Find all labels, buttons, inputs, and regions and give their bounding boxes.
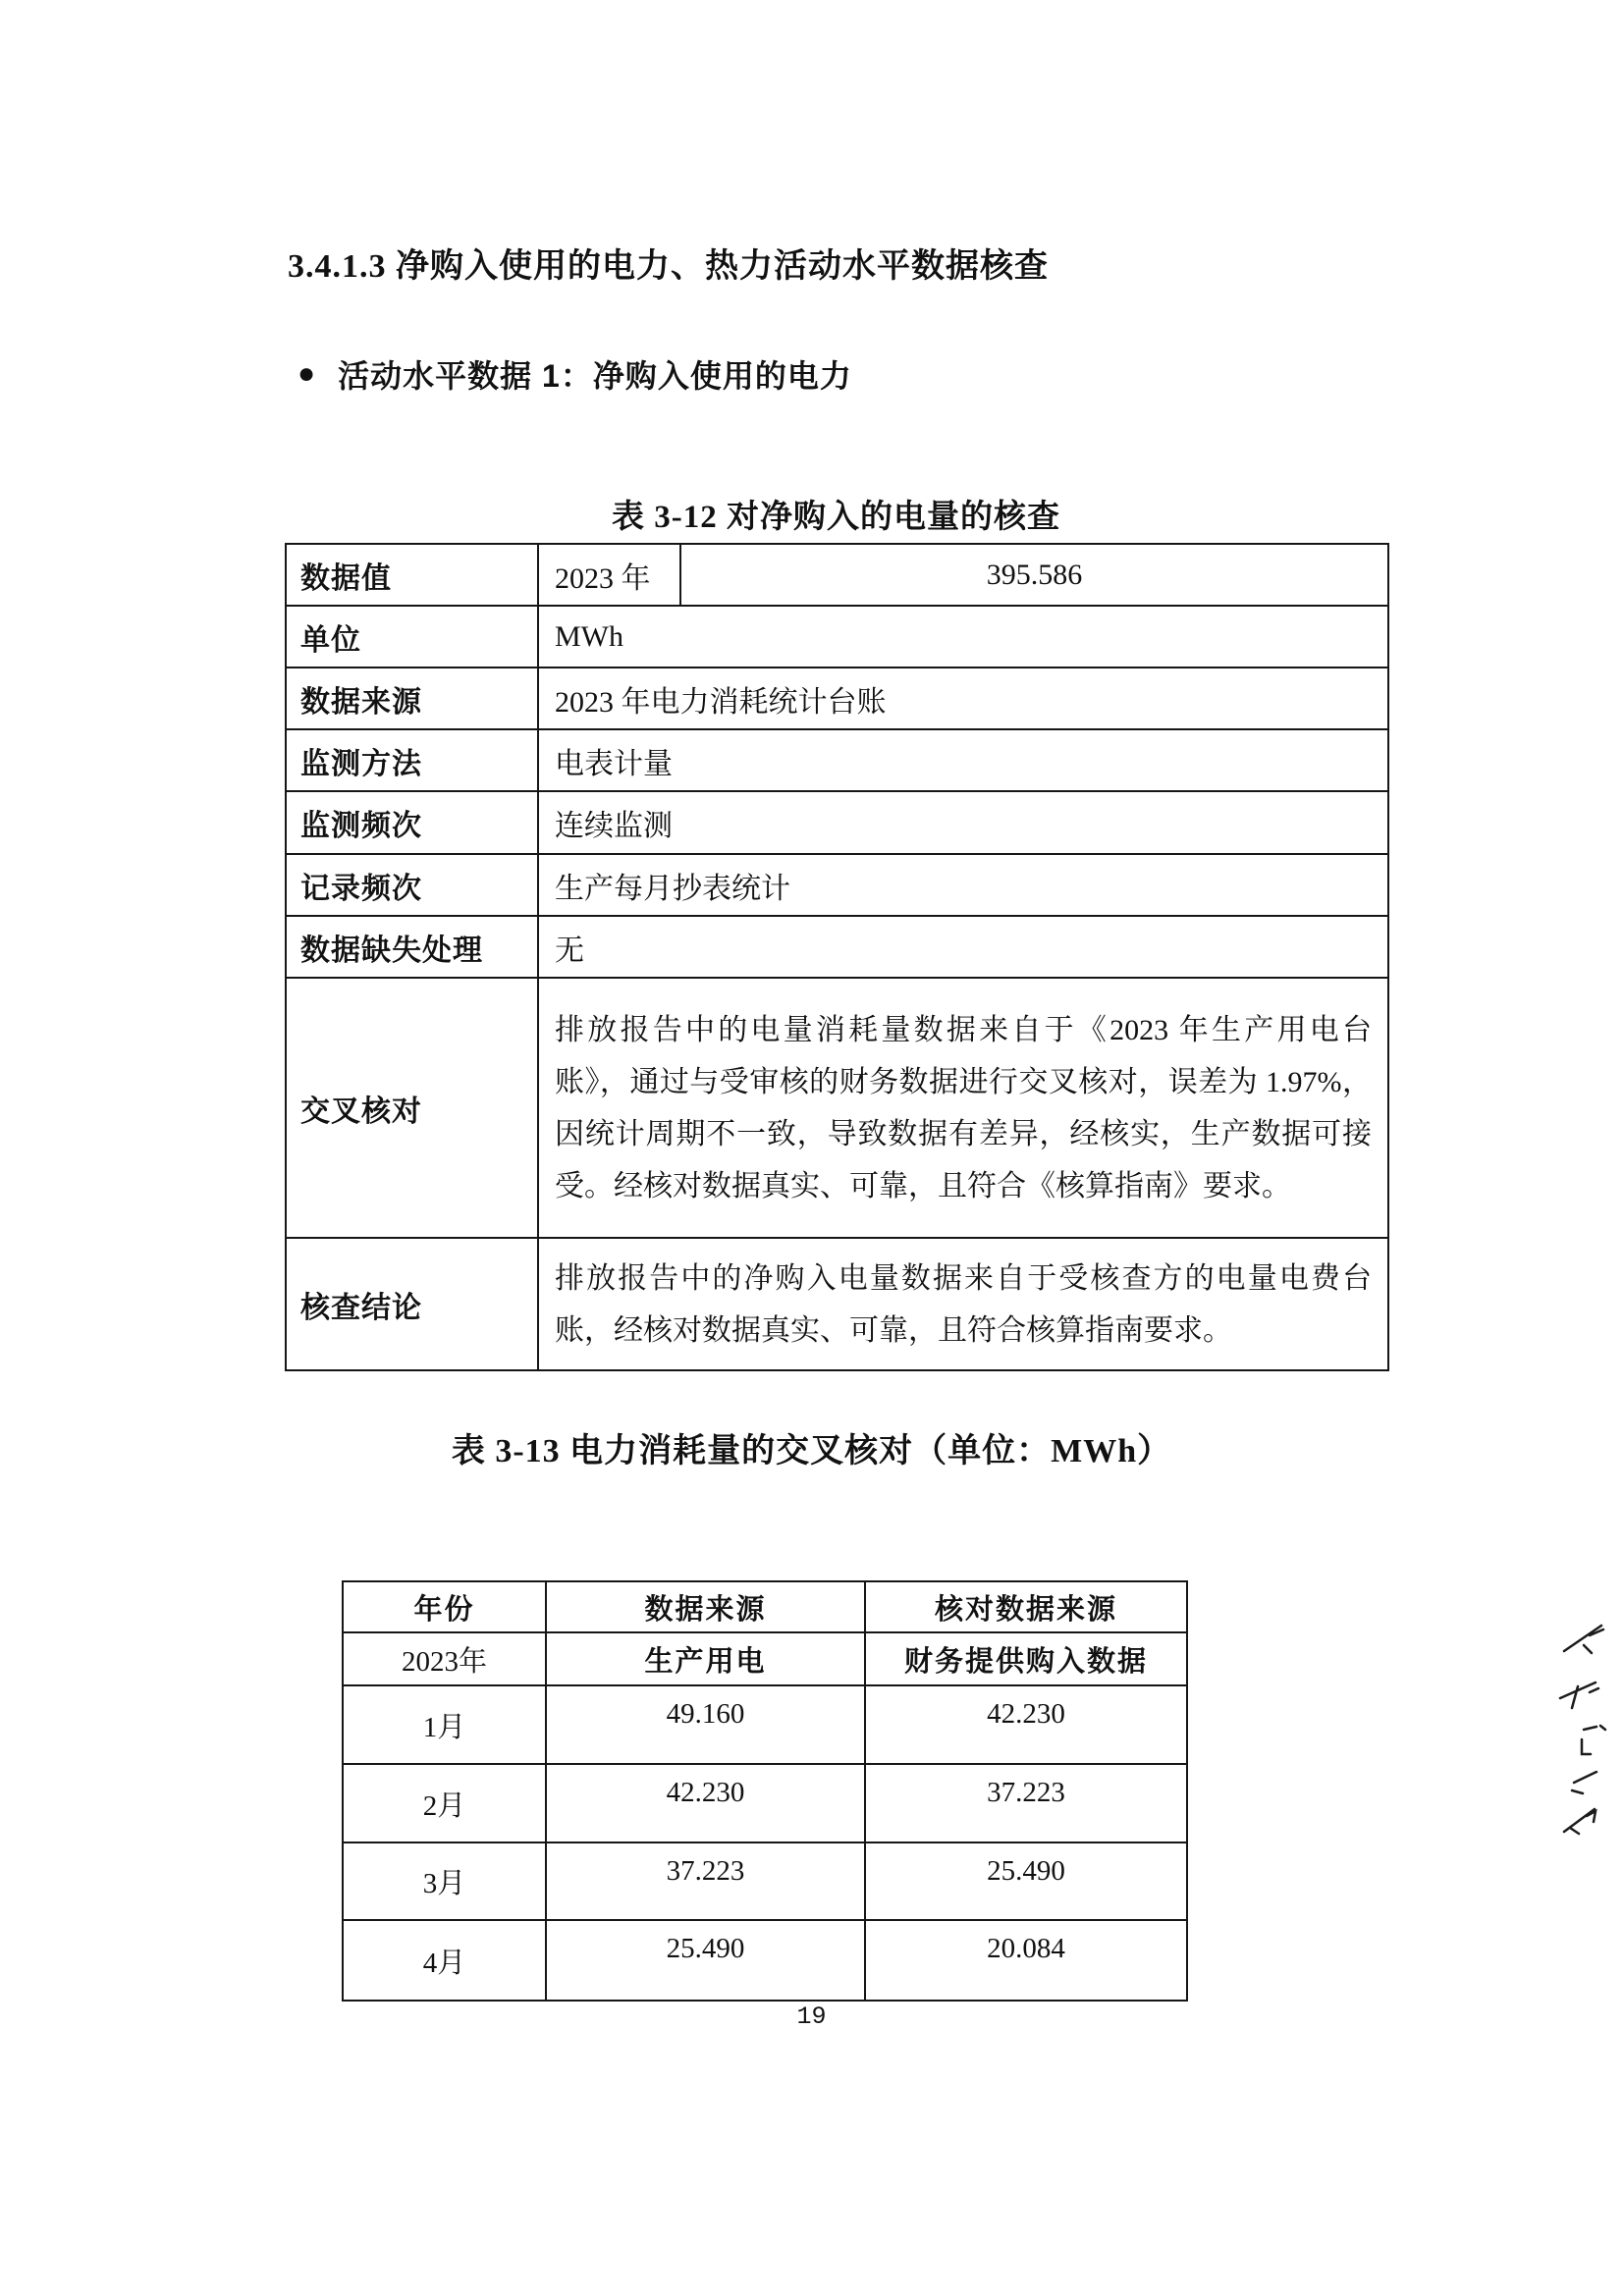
month-cell: 2月 (343, 1764, 546, 1842)
table-3-13 (342, 1580, 1188, 2002)
month-cell: 4月 (343, 1920, 546, 2001)
subheader-year: 2023年 (343, 1632, 546, 1685)
table-row (286, 978, 1388, 1238)
table-row (343, 1764, 1187, 1842)
table-row (343, 1920, 1187, 2001)
subheader-check: 财务提供购入数据 (865, 1632, 1187, 1685)
row-value: 排放报告中的净购入电量数据来自于受核查方的电量电费台账，经核对数据真实、可靠，且符合核算指南要求。 (538, 1238, 1388, 1370)
table-row (286, 1238, 1388, 1370)
margin-handwriting-marks (1556, 1622, 1623, 1857)
table-3-12 (285, 543, 1389, 1371)
bullet-list-item (298, 351, 852, 397)
row-label: 单位 (286, 606, 538, 667)
row-label: 核查结论 (286, 1238, 538, 1370)
column-header: 数据来源 (546, 1581, 865, 1632)
row-label: 数据值 (286, 544, 538, 606)
table-row (286, 606, 1388, 667)
row-label: 监测方法 (286, 729, 538, 791)
table-subheader-row (343, 1632, 1187, 1685)
table-row (343, 1685, 1187, 1764)
row-value: 2023 年电力消耗统计台账 (538, 667, 1388, 729)
table-3-13-title: 表 3-13 电力消耗量的交叉核对（单位：MWh） (451, 1433, 1172, 1469)
row-label: 监测频次 (286, 791, 538, 854)
row-value: 连续监测 (538, 791, 1388, 854)
month-cell: 3月 (343, 1842, 546, 1920)
table-row (286, 667, 1388, 729)
column-header: 年份 (343, 1581, 546, 1632)
row-value: 生产每月抄表统计 (538, 854, 1388, 916)
check-value: 42.230 (865, 1685, 1187, 1764)
source-value: 49.160 (546, 1685, 865, 1764)
bullet-item-label: 活动水平数据 1：净购入使用的电力 (338, 358, 852, 394)
table-row (286, 916, 1388, 978)
column-header: 核对数据来源 (865, 1581, 1187, 1632)
table-header-row (343, 1581, 1187, 1632)
source-value: 25.490 (546, 1920, 865, 2001)
row-year: 2023 年 (538, 544, 680, 606)
table-row (286, 729, 1388, 791)
row-value: 排放报告中的电量消耗量数据来自于《2023 年生产用电台账》，通过与受审核的财务数据进行交叉核对，误差为 1.97%，因统计周期不一致，导致数据有差异，经核实，生产数据可接受。经核对数据真实、可靠，且符合《核算指南》要求。 (538, 978, 1388, 1238)
table-row (286, 854, 1388, 916)
row-value: 电表计量 (538, 729, 1388, 791)
row-value: 无 (538, 916, 1388, 978)
row-value: 395.586 (680, 544, 1388, 606)
check-value: 25.490 (865, 1842, 1187, 1920)
month-cell: 1月 (343, 1685, 546, 1764)
row-label: 记录频次 (286, 854, 538, 916)
row-label: 交叉核对 (286, 978, 538, 1238)
table-row (343, 1842, 1187, 1920)
row-label: 数据缺失处理 (286, 916, 538, 978)
page-number: 19 (796, 2002, 827, 2031)
section-heading: 3.4.1.3 净购入使用的电力、热力活动水平数据核查 (288, 248, 1049, 285)
source-value: 37.223 (546, 1842, 865, 1920)
table-3-12-title: 表 3-12 对净购入的电量的核查 (612, 500, 1060, 535)
table-row (286, 791, 1388, 854)
check-value: 37.223 (865, 1764, 1187, 1842)
bullet-icon: ● (298, 357, 317, 390)
table-row (286, 544, 1388, 606)
source-value: 42.230 (546, 1764, 865, 1842)
row-label: 数据来源 (286, 667, 538, 729)
row-value: MWh (538, 606, 1388, 667)
check-value: 20.084 (865, 1920, 1187, 2001)
subheader-source: 生产用电 (546, 1632, 865, 1685)
